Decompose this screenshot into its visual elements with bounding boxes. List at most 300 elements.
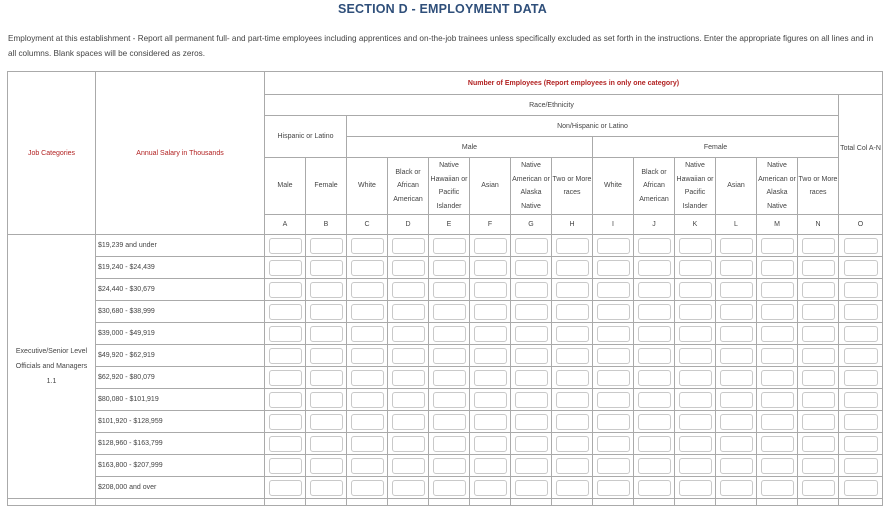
count-input-m[interactable] — [761, 414, 794, 430]
count-input-k[interactable] — [679, 392, 712, 408]
count-input-f[interactable] — [474, 370, 507, 386]
total-input[interactable] — [844, 414, 878, 430]
cell-wrapper — [265, 345, 306, 367]
count-input-c[interactable] — [351, 326, 384, 342]
count-input-a[interactable] — [269, 392, 302, 408]
count-input-n[interactable] — [802, 326, 835, 342]
count-input-k[interactable] — [679, 260, 712, 276]
number-of-employees-header: Number of Employees (Report employees in only one category) — [265, 72, 883, 95]
next-row-cell — [265, 499, 306, 506]
count-input-f[interactable] — [474, 436, 507, 452]
count-input-k[interactable] — [679, 304, 712, 320]
cell-wrapper — [306, 235, 347, 257]
count-input-l[interactable] — [720, 326, 753, 342]
cell-wrapper — [757, 257, 798, 279]
count-input-d[interactable] — [392, 370, 425, 386]
count-input-e[interactable] — [433, 370, 466, 386]
cell-wrapper — [675, 477, 716, 499]
next-row-cell — [675, 499, 716, 506]
count-input-k[interactable] — [679, 348, 712, 364]
count-input-i[interactable] — [597, 282, 630, 298]
column-letter-n: N — [798, 215, 839, 235]
count-input-n[interactable] — [802, 282, 835, 298]
count-input-i[interactable] — [597, 436, 630, 452]
count-input-a[interactable] — [269, 326, 302, 342]
count-input-e[interactable] — [433, 238, 466, 254]
cell-wrapper — [839, 433, 883, 455]
cell-wrapper — [552, 367, 593, 389]
count-input-m[interactable] — [761, 282, 794, 298]
count-input-b[interactable] — [310, 348, 343, 364]
count-input-i[interactable] — [597, 304, 630, 320]
total-input[interactable] — [844, 326, 878, 342]
column-letter-m: M — [757, 215, 798, 235]
column-header-h: Two or More races — [552, 158, 593, 215]
count-input-g[interactable] — [515, 326, 548, 342]
salary-band-label: $101,920 - $128,959 — [96, 411, 265, 433]
count-input-k[interactable] — [679, 370, 712, 386]
cell-wrapper — [429, 433, 470, 455]
count-input-g[interactable] — [515, 348, 548, 364]
count-input-e[interactable] — [433, 414, 466, 430]
count-input-e[interactable] — [433, 304, 466, 320]
count-input-j[interactable] — [638, 348, 671, 364]
cell-wrapper — [552, 477, 593, 499]
cell-wrapper — [511, 477, 552, 499]
count-input-j[interactable] — [638, 326, 671, 342]
next-row-cell — [593, 499, 634, 506]
count-input-k[interactable] — [679, 414, 712, 430]
next-row-cell — [839, 499, 883, 506]
count-input-d[interactable] — [392, 414, 425, 430]
count-input-a[interactable] — [269, 370, 302, 386]
cell-wrapper — [388, 257, 429, 279]
column-header-c: White — [347, 158, 388, 215]
count-input-d[interactable] — [392, 304, 425, 320]
column-header-i: White — [593, 158, 634, 215]
cell-wrapper — [757, 433, 798, 455]
count-input-e[interactable] — [433, 392, 466, 408]
count-input-e[interactable] — [433, 436, 466, 452]
next-row-cell — [757, 499, 798, 506]
count-input-i[interactable] — [597, 260, 630, 276]
count-input-h[interactable] — [556, 260, 589, 276]
total-input[interactable] — [844, 480, 878, 496]
cell-wrapper — [757, 367, 798, 389]
cell-wrapper — [306, 433, 347, 455]
count-input-d[interactable] — [392, 326, 425, 342]
cell-wrapper — [552, 433, 593, 455]
cell-wrapper — [347, 455, 388, 477]
column-letter-e: E — [429, 215, 470, 235]
cell-wrapper — [593, 455, 634, 477]
count-input-h[interactable] — [556, 370, 589, 386]
count-input-l[interactable] — [720, 370, 753, 386]
count-input-h[interactable] — [556, 414, 589, 430]
count-input-d[interactable] — [392, 392, 425, 408]
count-input-d[interactable] — [392, 348, 425, 364]
count-input-e[interactable] — [433, 282, 466, 298]
cell-wrapper — [306, 411, 347, 433]
count-input-j[interactable] — [638, 458, 671, 474]
cell-wrapper — [798, 235, 839, 257]
count-input-k[interactable] — [679, 282, 712, 298]
count-input-n[interactable] — [802, 348, 835, 364]
count-input-f[interactable] — [474, 238, 507, 254]
count-input-n[interactable] — [802, 458, 835, 474]
count-input-f[interactable] — [474, 348, 507, 364]
next-category-cell — [8, 499, 96, 506]
salary-band-label: $128,960 - $163,799 — [96, 433, 265, 455]
cell-wrapper — [347, 477, 388, 499]
count-input-k[interactable] — [679, 238, 712, 254]
count-input-g[interactable] — [515, 458, 548, 474]
column-letter-o: O — [839, 215, 883, 235]
count-input-g[interactable] — [515, 238, 548, 254]
column-letter-d: D — [388, 215, 429, 235]
total-input[interactable] — [844, 436, 878, 452]
count-input-e[interactable] — [433, 480, 466, 496]
cell-wrapper — [470, 257, 511, 279]
cell-wrapper — [388, 477, 429, 499]
count-input-i[interactable] — [597, 392, 630, 408]
cell-wrapper — [306, 323, 347, 345]
count-input-e[interactable] — [433, 348, 466, 364]
count-input-a[interactable] — [269, 414, 302, 430]
count-input-c[interactable] — [351, 480, 384, 496]
total-input[interactable] — [844, 392, 878, 408]
count-input-l[interactable] — [720, 480, 753, 496]
cell-wrapper — [552, 345, 593, 367]
count-input-a[interactable] — [269, 480, 302, 496]
cell-wrapper — [511, 279, 552, 301]
cell-wrapper — [716, 257, 757, 279]
count-input-n[interactable] — [802, 304, 835, 320]
count-input-c[interactable] — [351, 392, 384, 408]
count-input-b[interactable] — [310, 370, 343, 386]
cell-wrapper — [839, 477, 883, 499]
count-input-a[interactable] — [269, 238, 302, 254]
count-input-n[interactable] — [802, 238, 835, 254]
count-input-m[interactable] — [761, 436, 794, 452]
count-input-l[interactable] — [720, 458, 753, 474]
total-input[interactable] — [844, 282, 878, 298]
count-input-a[interactable] — [269, 304, 302, 320]
count-input-b[interactable] — [310, 458, 343, 474]
count-input-b[interactable] — [310, 238, 343, 254]
count-input-k[interactable] — [679, 326, 712, 342]
total-input[interactable] — [844, 238, 878, 254]
count-input-n[interactable] — [802, 480, 835, 496]
column-letter-i: I — [593, 215, 634, 235]
count-input-g[interactable] — [515, 392, 548, 408]
salary-band-label: $62,920 - $80,079 — [96, 367, 265, 389]
count-input-f[interactable] — [474, 480, 507, 496]
cell-wrapper — [593, 279, 634, 301]
cell-wrapper — [757, 235, 798, 257]
count-input-j[interactable] — [638, 260, 671, 276]
cell-wrapper — [347, 367, 388, 389]
cell-wrapper — [675, 257, 716, 279]
count-input-g[interactable] — [515, 370, 548, 386]
count-input-m[interactable] — [761, 392, 794, 408]
count-input-l[interactable] — [720, 282, 753, 298]
count-input-d[interactable] — [392, 480, 425, 496]
count-input-b[interactable] — [310, 392, 343, 408]
count-input-m[interactable] — [761, 348, 794, 364]
count-input-h[interactable] — [556, 304, 589, 320]
count-input-n[interactable] — [802, 436, 835, 452]
count-input-j[interactable] — [638, 238, 671, 254]
cell-wrapper — [839, 323, 883, 345]
count-input-b[interactable] — [310, 414, 343, 430]
cell-wrapper — [347, 323, 388, 345]
cell-wrapper — [347, 301, 388, 323]
count-input-i[interactable] — [597, 326, 630, 342]
count-input-m[interactable] — [761, 326, 794, 342]
count-input-c[interactable] — [351, 260, 384, 276]
count-input-m[interactable] — [761, 304, 794, 320]
cell-wrapper — [347, 411, 388, 433]
count-input-h[interactable] — [556, 282, 589, 298]
cell-wrapper — [429, 301, 470, 323]
count-input-a[interactable] — [269, 260, 302, 276]
count-input-j[interactable] — [638, 436, 671, 452]
cell-wrapper — [511, 367, 552, 389]
salary-band-label: $30,680 - $38,999 — [96, 301, 265, 323]
count-input-i[interactable] — [597, 370, 630, 386]
employment-data-table — [7, 71, 883, 506]
count-input-f[interactable] — [474, 282, 507, 298]
count-input-m[interactable] — [761, 260, 794, 276]
count-input-c[interactable] — [351, 370, 384, 386]
table-row — [8, 301, 883, 323]
count-input-l[interactable] — [720, 260, 753, 276]
count-input-n[interactable] — [802, 414, 835, 430]
count-input-n[interactable] — [802, 392, 835, 408]
cell-wrapper — [388, 301, 429, 323]
table-row — [8, 411, 883, 433]
cell-wrapper — [593, 411, 634, 433]
cell-wrapper — [265, 257, 306, 279]
job-category-label: Executive/Senior Level Officials and Managers 1.1 — [8, 235, 96, 499]
count-input-n[interactable] — [802, 370, 835, 386]
cell-wrapper — [716, 389, 757, 411]
count-input-g[interactable] — [515, 304, 548, 320]
count-input-h[interactable] — [556, 436, 589, 452]
next-row-cell — [347, 499, 388, 506]
salary-band-label: $208,000 and over — [96, 477, 265, 499]
count-input-f[interactable] — [474, 458, 507, 474]
cell-wrapper — [265, 389, 306, 411]
count-input-c[interactable] — [351, 436, 384, 452]
count-input-i[interactable] — [597, 414, 630, 430]
cell-wrapper — [429, 411, 470, 433]
count-input-c[interactable] — [351, 282, 384, 298]
count-input-g[interactable] — [515, 436, 548, 452]
next-row-cell — [429, 499, 470, 506]
count-input-l[interactable] — [720, 304, 753, 320]
total-input[interactable] — [844, 458, 878, 474]
count-input-c[interactable] — [351, 304, 384, 320]
count-input-b[interactable] — [310, 326, 343, 342]
column-letter-l: L — [716, 215, 757, 235]
cell-wrapper — [306, 389, 347, 411]
count-input-i[interactable] — [597, 238, 630, 254]
next-row-cell — [388, 499, 429, 506]
total-input[interactable] — [844, 370, 878, 386]
count-input-f[interactable] — [474, 392, 507, 408]
count-input-j[interactable] — [638, 480, 671, 496]
count-input-f[interactable] — [474, 414, 507, 430]
count-input-b[interactable] — [310, 480, 343, 496]
cell-wrapper — [634, 279, 675, 301]
table-row — [8, 257, 883, 279]
cell-wrapper — [675, 235, 716, 257]
count-input-h[interactable] — [556, 480, 589, 496]
cell-wrapper — [757, 345, 798, 367]
cell-wrapper — [470, 433, 511, 455]
column-header-l: Asian — [716, 158, 757, 215]
cell-wrapper — [470, 235, 511, 257]
count-input-l[interactable] — [720, 414, 753, 430]
count-input-c[interactable] — [351, 238, 384, 254]
cell-wrapper — [839, 345, 883, 367]
count-input-k[interactable] — [679, 458, 712, 474]
cell-wrapper — [675, 389, 716, 411]
count-input-i[interactable] — [597, 458, 630, 474]
count-input-d[interactable] — [392, 436, 425, 452]
column-header-a: Male — [265, 158, 306, 215]
count-input-c[interactable] — [351, 348, 384, 364]
salary-band-label: $163,800 - $207,999 — [96, 455, 265, 477]
cell-wrapper — [306, 477, 347, 499]
cell-wrapper — [798, 433, 839, 455]
count-input-h[interactable] — [556, 458, 589, 474]
count-input-m[interactable] — [761, 238, 794, 254]
cell-wrapper — [675, 345, 716, 367]
count-input-f[interactable] — [474, 304, 507, 320]
count-input-a[interactable] — [269, 436, 302, 452]
cell-wrapper — [757, 477, 798, 499]
cell-wrapper — [634, 301, 675, 323]
cell-wrapper — [675, 367, 716, 389]
count-input-b[interactable] — [310, 304, 343, 320]
cell-wrapper — [675, 433, 716, 455]
next-row-cell — [716, 499, 757, 506]
count-input-i[interactable] — [597, 348, 630, 364]
cell-wrapper — [265, 323, 306, 345]
cell-wrapper — [552, 301, 593, 323]
count-input-b[interactable] — [310, 436, 343, 452]
count-input-h[interactable] — [556, 392, 589, 408]
cell-wrapper — [798, 301, 839, 323]
cell-wrapper — [470, 389, 511, 411]
cell-wrapper — [798, 411, 839, 433]
cell-wrapper — [839, 389, 883, 411]
count-input-d[interactable] — [392, 282, 425, 298]
cell-wrapper — [839, 279, 883, 301]
next-row-cell — [634, 499, 675, 506]
count-input-l[interactable] — [720, 348, 753, 364]
total-input[interactable] — [844, 348, 878, 364]
count-input-d[interactable] — [392, 260, 425, 276]
count-input-g[interactable] — [515, 480, 548, 496]
count-input-g[interactable] — [515, 260, 548, 276]
job-categories-header: Job Categories — [8, 72, 96, 235]
cell-wrapper — [675, 279, 716, 301]
count-input-l[interactable] — [720, 436, 753, 452]
count-input-h[interactable] — [556, 326, 589, 342]
count-input-e[interactable] — [433, 326, 466, 342]
count-input-f[interactable] — [474, 326, 507, 342]
count-input-g[interactable] — [515, 282, 548, 298]
count-input-m[interactable] — [761, 370, 794, 386]
salary-band-label: $19,239 and under — [96, 235, 265, 257]
count-input-g[interactable] — [515, 414, 548, 430]
count-input-j[interactable] — [638, 414, 671, 430]
count-input-d[interactable] — [392, 458, 425, 474]
cell-wrapper — [429, 235, 470, 257]
race-ethnicity-header: Race/Ethnicity — [265, 95, 839, 116]
count-input-e[interactable] — [433, 260, 466, 276]
cell-wrapper — [798, 279, 839, 301]
column-header-m: Native American or Alaska Native — [757, 158, 798, 215]
count-input-l[interactable] — [720, 238, 753, 254]
count-input-j[interactable] — [638, 392, 671, 408]
count-input-d[interactable] — [392, 238, 425, 254]
count-input-a[interactable] — [269, 458, 302, 474]
cell-wrapper — [716, 345, 757, 367]
cell-wrapper — [388, 433, 429, 455]
cell-wrapper — [470, 301, 511, 323]
count-input-h[interactable] — [556, 348, 589, 364]
count-input-m[interactable] — [761, 458, 794, 474]
column-letter-g: G — [511, 215, 552, 235]
count-input-j[interactable] — [638, 370, 671, 386]
cell-wrapper — [347, 389, 388, 411]
total-input[interactable] — [844, 260, 878, 276]
count-input-j[interactable] — [638, 282, 671, 298]
count-input-n[interactable] — [802, 260, 835, 276]
cell-wrapper — [757, 301, 798, 323]
count-input-b[interactable] — [310, 260, 343, 276]
count-input-i[interactable] — [597, 480, 630, 496]
count-input-e[interactable] — [433, 458, 466, 474]
count-input-k[interactable] — [679, 436, 712, 452]
count-input-a[interactable] — [269, 348, 302, 364]
table-row — [8, 389, 883, 411]
cell-wrapper — [265, 367, 306, 389]
count-input-j[interactable] — [638, 304, 671, 320]
count-input-l[interactable] — [720, 392, 753, 408]
salary-band-label: $49,920 - $62,919 — [96, 345, 265, 367]
cell-wrapper — [757, 455, 798, 477]
count-input-k[interactable] — [679, 480, 712, 496]
count-input-h[interactable] — [556, 238, 589, 254]
count-input-m[interactable] — [761, 480, 794, 496]
count-input-f[interactable] — [474, 260, 507, 276]
table-row — [8, 279, 883, 301]
column-letter-a: A — [265, 215, 306, 235]
cell-wrapper — [347, 345, 388, 367]
total-input[interactable] — [844, 304, 878, 320]
count-input-a[interactable] — [269, 282, 302, 298]
count-input-c[interactable] — [351, 414, 384, 430]
count-input-b[interactable] — [310, 282, 343, 298]
cell-wrapper — [388, 411, 429, 433]
count-input-c[interactable] — [351, 458, 384, 474]
